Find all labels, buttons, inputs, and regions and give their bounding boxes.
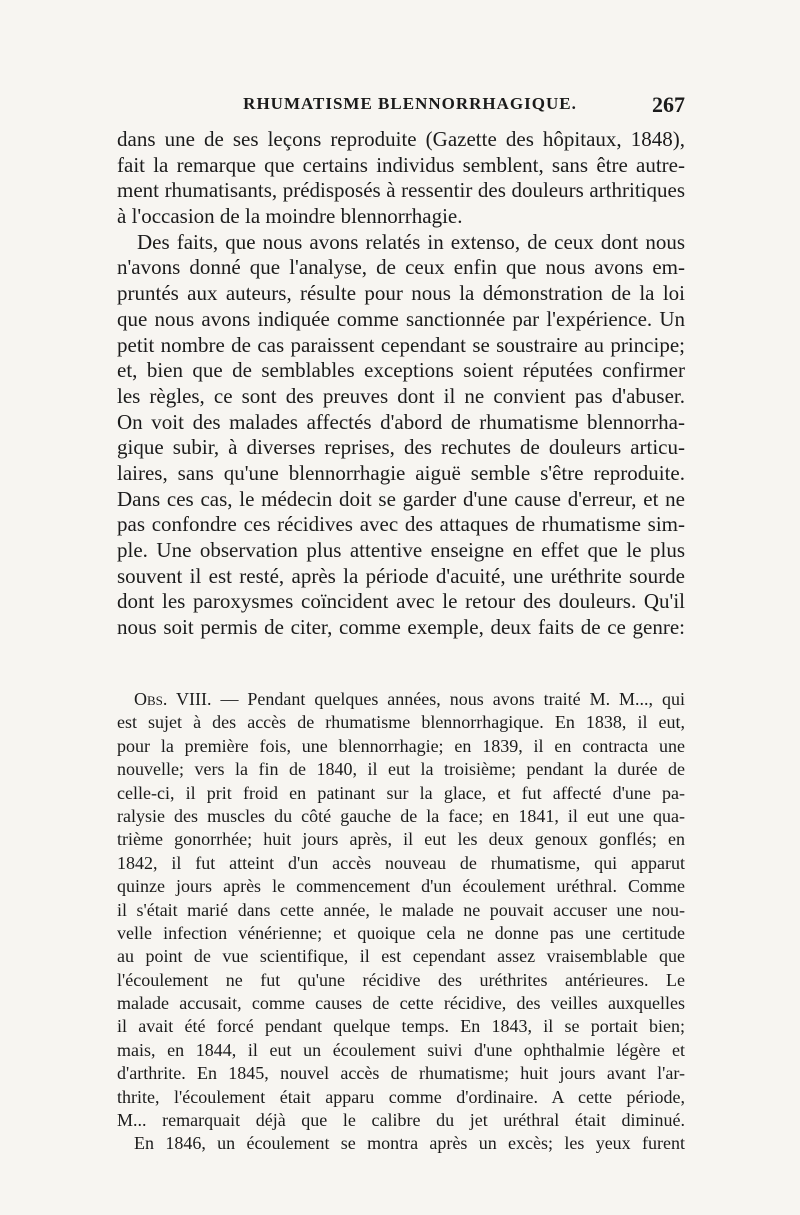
text-line: pruntés aux auteurs, résulte pour nous la démonstration de la loi [117,281,685,306]
text-line: ment rhumatisants, prédisposés à ressentir des douleurs arthritiques [117,178,685,203]
page-number: 267 [652,92,685,117]
note-line: thrite, l'écoulement était apparu comme d'ordinaire. A cette période, [117,1086,685,1107]
text-line: souvent il est resté, après la période d'acuité, une uréthrite sourde [117,563,685,588]
text-line: gique subir, à diverses reprises, des rechutes de douleurs articu- [117,435,685,460]
note-line: trième gonorrhée; huit jours après, il eut les deux genoux gonflés; en [117,829,685,850]
note-line: est sujet à des accès de rhumatisme blennorrhagique. En 1838, il eut, [117,712,685,733]
note-line: il s'était marié dans cette année, le malade ne pouvait accuser une nou- [117,899,685,920]
note-line: En 1846, un écoulement se montra après un excès; les yeux furent [134,1133,685,1154]
text-line: les règles, ce sont des preuves dont il ne convient pas d'abuser. [117,383,685,408]
text-line: que nous avons indiquée comme sanctionnée par l'expérience. Un [117,306,685,331]
main-text [117,127,685,641]
note-first-line-text: — Pendant quelques années, nous avons traité M. M..., qui [211,689,685,709]
note-first-line [117,688,685,711]
text-line: pas confondre ces récidives avec des attaques de rhumatisme sim- [117,512,685,537]
text-line: nous soit permis de citer, comme exemple, deux faits de ce genre: [117,615,685,640]
text-line: n'avons donné que l'analyse, de ceux enfin que nous avons em- [117,255,685,280]
text-line: dont les paroxysmes coïncident avec le retour des douleurs. Qu'il [117,589,685,614]
note-line: il avait été forcé pendant quelque temps. En 1843, il se portait bien; [117,1016,685,1037]
running-title: RHUMATISME BLENNORRHAGIQUE. [243,94,577,113]
note-line: malade accusait, comme causes de cette récidive, des veilles auxquelles [117,993,685,1014]
text-line: On voit des malades affectés d'abord de rhumatisme blennorrha- [117,409,685,434]
text-line: ple. Une observation plus attentive enseigne en effet que le plus [117,538,685,562]
note-line: mais, en 1844, il eut un écoulement suivi d'une ophthalmie légère et [117,1039,685,1060]
text-line: petit nombre de cas paraissent cependant se soustraire au principe; [117,332,685,357]
note-line: d'arthrite. En 1845, nouvel accès de rhumatisme; huit jours avant l'ar- [117,1063,685,1084]
note-line: 1842, il fut atteint d'un accès nouveau de rhumatisme, qui apparut [117,852,685,873]
text-line: à l'occasion de la moindre blennorrhagie. [117,204,463,229]
observation-label: Obs. VIII. [134,689,212,709]
note-line: quinze jours après le commencement d'un écoulement uréthral. Comme [117,876,685,897]
note-line: au point de vue scientifique, il est cependant assez vraisemblable que [117,946,685,967]
text-line: laires, sans qu'une blennorrhagie aiguë semble s'être reproduite. [117,460,685,485]
note-line: M... remarquait déjà que le calibre du jet uréthral était diminué. [117,1110,685,1131]
page-header [115,92,685,122]
note-line: nouvelle; vers la fin de 1840, il eut la troisième; pendant la durée de [117,759,685,780]
text-line: fait la remarque que certains individus semblent, sans être autre- [117,152,685,177]
observation-note [117,688,685,1156]
note-line: pour la première fois, une blennorrhagie; en 1839, il en contracta une [117,735,685,756]
note-line: l'écoulement ne fut qu'une récidive des uréthrites antérieures. Le [117,969,685,990]
note-line: velle infection vénérienne; et quoique cela ne donne pas une certitude [117,922,685,943]
note-line: ralysie des muscles du côté gauche de la face; en 1841, il eut une qua- [117,805,685,826]
text-line: Des faits, que nous avons relatés in extenso, de ceux dont nous [137,229,685,254]
note-line: celle-ci, il prit froid en patinant sur la glace, et fut affecté d'une pa- [117,782,685,803]
text-line: dans une de ses leçons reproduite (Gazette des hôpitaux, 1848), [117,127,685,151]
text-line: et, bien que de semblables exceptions soient réputées confirmer [117,358,685,383]
text-line: Dans ces cas, le médecin doit se garder d'une cause d'erreur, et ne [117,486,685,511]
